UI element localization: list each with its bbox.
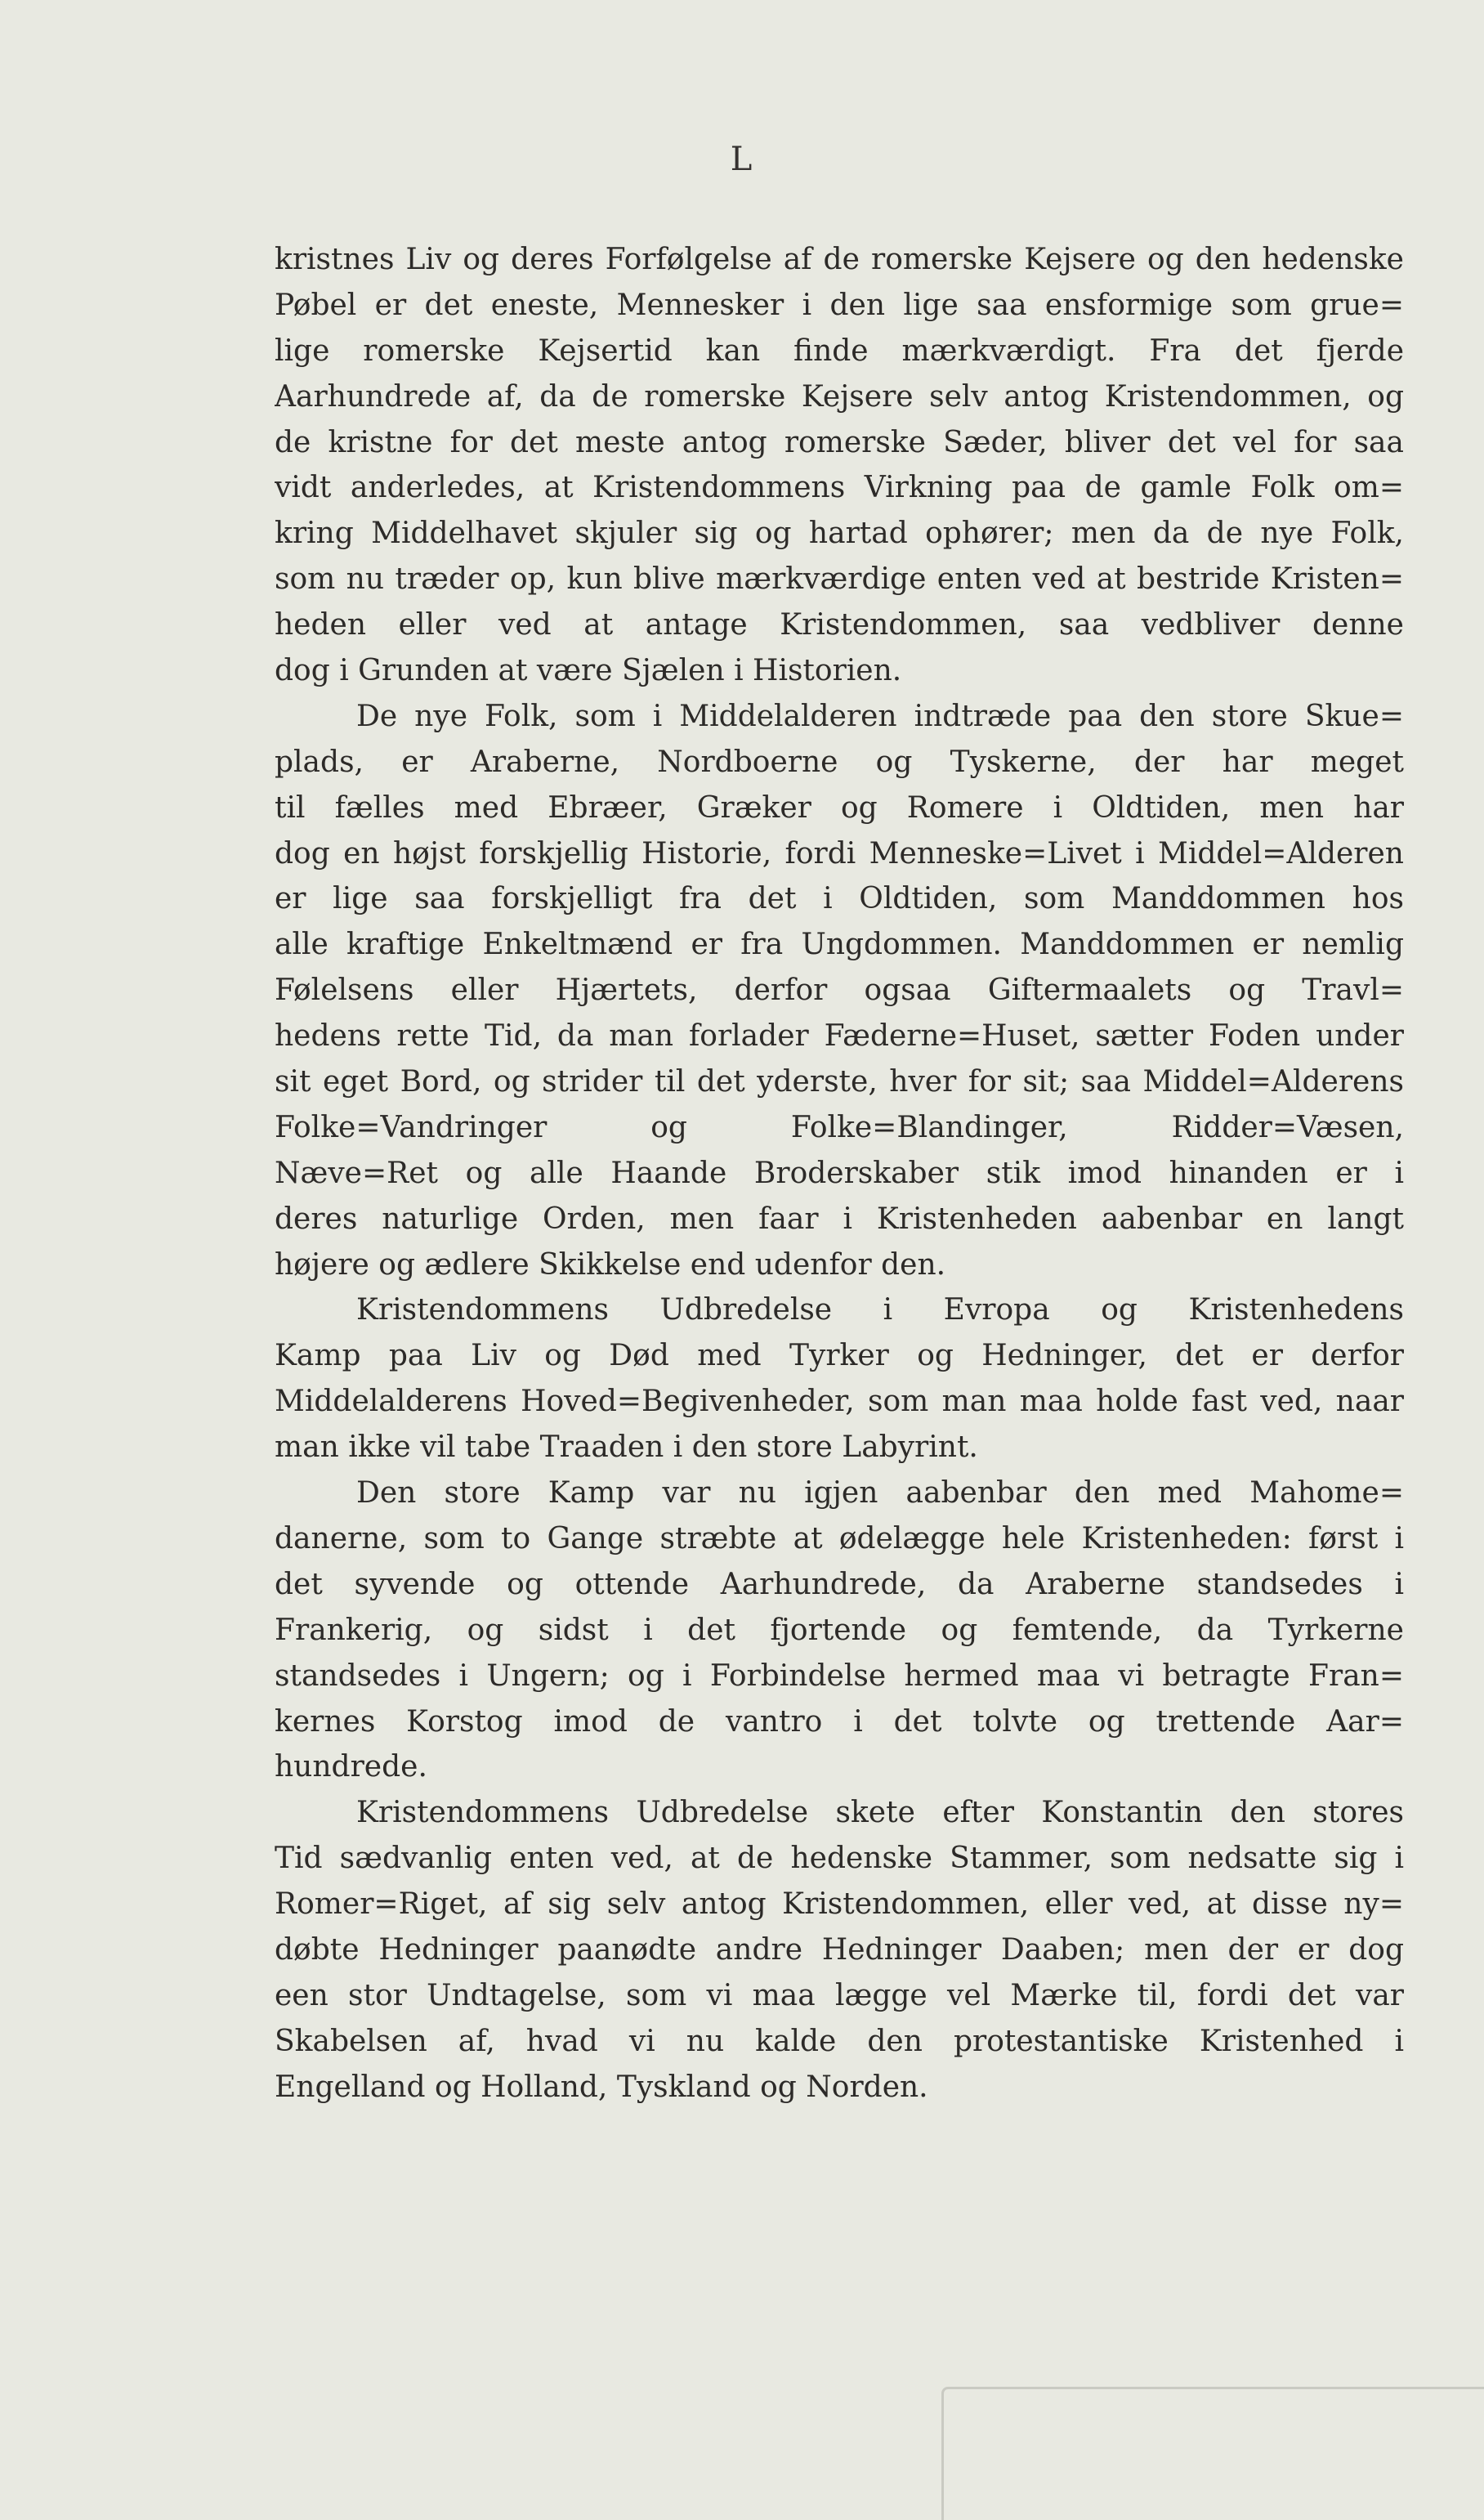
text-line: Kristendommens Udbredelse i Evropa og Kristenhedens xyxy=(356,1293,1404,1327)
text-line: De nye Folk, som i Middelalderen indtræde paa den store Skue= xyxy=(356,699,1404,733)
text-line: Følelsens eller Hjærtets, derfor ogsaa Giftermaalets og Travl= xyxy=(275,974,1404,1008)
text-line: som nu træder op, kun blive mærkværdige enten ved at bestride Kristen= xyxy=(275,562,1404,597)
text-line: Aarhundrede af, da de romerske Kejsere selv antog Kristendommen, og xyxy=(275,379,1404,414)
text-line: Næve=Ret og alle Haande Broderskaber stik imod hinanden er i xyxy=(275,1156,1404,1190)
text-line: dog i Grunden at være Sjælen i Historien. xyxy=(275,654,902,688)
text-line: een stor Undtagelse, som vi maa lægge vel Mærke til, fordi det var xyxy=(275,1978,1404,2012)
text-line: Kristendommens Udbredelse skete efter Konstantin den stores xyxy=(356,1796,1404,1830)
text-line: kernes Korstog imod de vantro i det tolvte og trettende Aar= xyxy=(275,1704,1404,1739)
text-line: Middelalderens Hoved=Begivenheder, som man maa holde fast ved, naar xyxy=(275,1385,1404,1419)
text-line: vidt anderledes, at Kristendommens Virkning paa de gamle Folk om= xyxy=(275,471,1404,505)
text-line: Skabelsen af, hvad vi nu kalde den protestantiske Kristenhed i xyxy=(275,2024,1404,2058)
text-line: højere og ædlere Skikkelse end udenfor den. xyxy=(275,1247,946,1282)
text-line: danerne, som to Gange stræbte at ødelægge hele Kristenheden: først i xyxy=(275,1521,1404,1555)
text-line: døbte Hedninger paanødte andre Hedninger Daaben; men der er dog xyxy=(275,1932,1404,1967)
text-line: man ikke vil tabe Traaden i den store Labyrint. xyxy=(275,1430,978,1465)
text-line: Den store Kamp var nu igjen aabenbar den med Mahome= xyxy=(356,1476,1404,1511)
text-line: Pøbel er det eneste, Mennesker i den lige saa ensformige som grue= xyxy=(275,288,1404,322)
text-line: hundrede. xyxy=(275,1750,427,1784)
text-line: dog en højst forskjellig Historie, fordi Menneske=Livet i Middel=Alderen xyxy=(275,836,1404,871)
text-line: hedens rette Tid, da man forlader Fæderne=Huset, sætter Foden under xyxy=(275,1019,1404,1054)
text-line: standsedes i Ungern; og i Forbindelse hermed maa vi betragte Fran= xyxy=(275,1658,1404,1693)
text-line: Romer=Riget, af sig selv antog Kristendommen, eller ved, at disse ny= xyxy=(275,1887,1404,1922)
text-line: Frankerig, og sidst i det fjortende og femtende, da Tyrkerne xyxy=(275,1613,1404,1647)
text-line: Folke=Vandringer og Folke=Blandinger, Ridder=Væsen, xyxy=(275,1110,1404,1144)
text-line: deres naturlige Orden, men faar i Kristenheden aabenbar en langt xyxy=(275,1202,1404,1236)
text-line: sit eget Bord, og strider til det yderste, hver for sit; saa Middel=Alderens xyxy=(275,1065,1404,1099)
text-line: plads, er Araberne, Nordboerne og Tyskerne, der har meget xyxy=(275,745,1404,779)
page-corner-edge xyxy=(941,2387,1484,2520)
body-text xyxy=(275,237,1404,2110)
text-line: det syvende og ottende Aarhundrede, da Araberne standsedes i xyxy=(275,1567,1404,1601)
text-line: Kamp paa Liv og Død med Tyrker og Hedninger, det er derfor xyxy=(275,1339,1404,1373)
text-line: heden eller ved at antage Kristendommen, saa vedbliver denne xyxy=(275,608,1404,642)
text-line: til fælles med Ebræer, Græker og Romere i Oldtiden, men har xyxy=(275,790,1404,825)
text-line: kring Middelhavet skjuler sig og hartad ophører; men da de nye Folk, xyxy=(275,517,1404,551)
text-line: kristnes Liv og deres Forfølgelse af de romerske Kejsere og den hedenske xyxy=(275,243,1404,276)
text-line: er lige saa forskjelligt fra det i Oldtiden, som Manddommen hos xyxy=(275,882,1404,916)
text-line: Engelland og Holland, Tyskland og Norden. xyxy=(275,2070,928,2104)
text-line: de kristne for det meste antog romerske Sæder, bliver det vel for saa xyxy=(275,425,1404,459)
page-number: L xyxy=(730,141,754,178)
text-line: lige romerske Kejsertid kan finde mærkværdigt. Fra det fjerde xyxy=(275,333,1404,368)
text-line: alle kraftige Enkeltmænd er fra Ungdommen. Manddommen er nemlig xyxy=(275,928,1404,962)
text-line: Tid sædvanlig enten ved, at de hedenske Stammer, som nedsatte sig i xyxy=(275,1842,1404,1876)
